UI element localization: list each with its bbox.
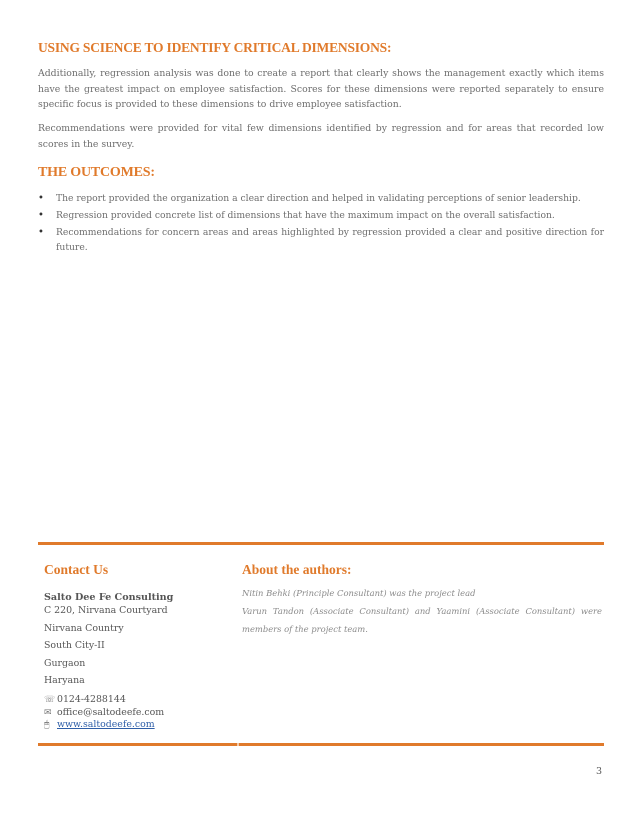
address-block	[44, 602, 168, 690]
authors-text	[242, 584, 602, 638]
envelope-icon: ✉	[44, 707, 52, 718]
list-item: • Recommendations for concern areas and areas highlighted by regression provided a clear and positive direction for future.	[38, 227, 604, 253]
paragraph-recommendations: Recommendations were provided for vital few dimensions identified by regression and for areas that recorded low scores in the survey.	[38, 123, 604, 150]
mouse-icon: 🖱	[44, 720, 50, 730]
contact-heading: Contact Us	[44, 562, 109, 577]
authors-heading: About the authors:	[242, 562, 352, 577]
bullet-icon: •	[38, 193, 44, 204]
address-line: Nirvana Country	[44, 622, 124, 634]
section-heading-outcomes: THE OUTCOMES:	[38, 165, 155, 180]
phone-number: 0124-4288144	[57, 694, 126, 705]
list-item: • The report provided the organization a clear direction and helped in validating perceptions of senior leadership.	[38, 193, 581, 204]
author-lead-line: Nitin Behki (Principle Consultant) was the project lead	[242, 588, 476, 598]
list-item: • Regression provided concrete list of dimensions that have the maximum impact on the overall satisfaction.	[38, 210, 555, 221]
paragraph-regression: Additionally, regression analysis was done to create a report that clearly shows the management exactly which items have the greatest impact on employee satisfaction. Scores for these dimensions were reported separately to ensure specific focus is provided to these dimensions to drive employee satisfaction.	[38, 68, 604, 110]
bullet-icon: •	[38, 210, 44, 221]
author-team-line: Varun Tandon (Associate Consultant) and Yaamini (Associate Consultant) were members of the project team.	[242, 606, 602, 634]
address-line: C 220, Nirvana Courtyard	[44, 605, 168, 616]
divider-top	[38, 542, 604, 545]
address-line: Gurgaon	[44, 657, 86, 669]
section-heading-science: USING SCIENCE TO IDENTIFY CRITICAL DIMENSIONS:	[38, 40, 392, 55]
contact-details	[44, 694, 164, 732]
website-link[interactable]: www.saltodeefe.com	[57, 719, 155, 730]
outcomes-list	[38, 191, 604, 257]
email-address: office@saltodeefe.com	[57, 706, 165, 718]
bullet-icon: •	[38, 227, 44, 238]
address-line: Haryana	[44, 675, 85, 686]
page-number: 3	[595, 766, 602, 777]
phone-icon: ☏	[44, 695, 56, 705]
divider-bottom	[38, 743, 604, 746]
address-line: South City-II	[44, 640, 105, 651]
company-name: Salto Dee Fe Consulting	[44, 592, 174, 603]
